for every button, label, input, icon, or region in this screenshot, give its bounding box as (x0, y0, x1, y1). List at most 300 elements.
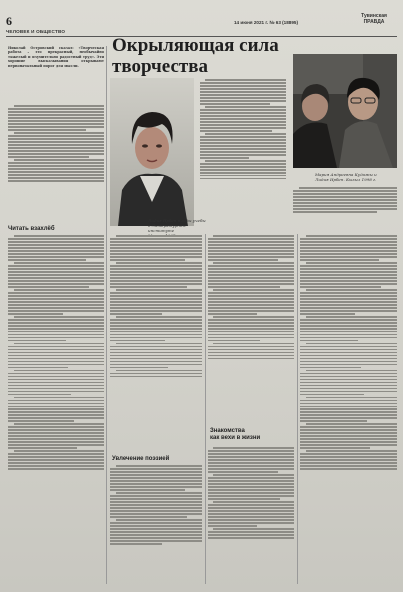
text-line-placeholder (306, 450, 397, 452)
text-line-placeholder (8, 156, 89, 158)
text-line-placeholder (208, 298, 294, 300)
text-line-placeholder (8, 444, 104, 446)
text-line-placeholder (300, 462, 397, 464)
article-title-line-1: Окрыляющая сила (112, 35, 279, 56)
text-line-placeholder (8, 358, 104, 360)
text-line-placeholder (110, 280, 202, 282)
text-line-placeholder (8, 328, 104, 330)
text-line-placeholder (300, 432, 397, 434)
text-line-placeholder (110, 295, 202, 297)
text-line-placeholder (300, 298, 397, 300)
text-line-placeholder (110, 241, 202, 243)
text-line-placeholder (213, 316, 294, 318)
text-line-placeholder (8, 135, 104, 137)
text-line-placeholder (8, 361, 104, 363)
text-line-placeholder (110, 495, 202, 497)
group-photo-caption (315, 172, 399, 182)
text-line-placeholder (300, 250, 397, 252)
text-line-placeholder (200, 172, 286, 174)
column-2-body-text (110, 234, 202, 448)
text-line-placeholder (200, 142, 286, 144)
article-title (112, 35, 292, 77)
text-line-placeholder (300, 244, 397, 246)
subheading-acquaintances-line-1: Знакомства (210, 428, 245, 434)
text-line-placeholder (110, 238, 202, 240)
text-line-placeholder (306, 289, 397, 291)
text-line-placeholder (110, 483, 202, 485)
text-line-placeholder (208, 513, 294, 515)
text-line-placeholder (208, 328, 294, 330)
text-line-placeholder (300, 358, 397, 360)
text-line-placeholder (14, 423, 104, 425)
text-line-placeholder (110, 349, 202, 351)
column-3-body-text (208, 234, 294, 422)
portrait-caption-line-2: в Литературном институте (148, 223, 186, 233)
text-line-placeholder (110, 286, 187, 288)
text-line-placeholder (208, 325, 294, 327)
text-line-placeholder (300, 310, 397, 312)
text-line-placeholder (8, 400, 104, 402)
text-line-placeholder (300, 274, 397, 276)
text-line-placeholder (110, 477, 202, 479)
text-line-placeholder (200, 97, 286, 99)
column-1-body-text (8, 234, 104, 584)
text-line-placeholder (293, 193, 397, 195)
text-line-placeholder (208, 253, 294, 255)
text-line-placeholder (205, 160, 286, 162)
text-line-placeholder (300, 268, 397, 270)
text-line-placeholder (14, 132, 104, 134)
text-line-placeholder (8, 123, 104, 125)
text-line-placeholder (8, 241, 104, 243)
text-line-placeholder (110, 355, 202, 357)
text-line-placeholder (110, 480, 202, 482)
text-line-placeholder (300, 337, 397, 339)
text-line-placeholder (8, 114, 104, 116)
text-line-placeholder (293, 205, 397, 207)
text-line-placeholder (116, 465, 202, 467)
text-line-placeholder (200, 121, 286, 123)
text-line-placeholder (300, 346, 397, 348)
text-line-placeholder (110, 498, 202, 500)
text-line-placeholder (300, 411, 397, 413)
text-line-placeholder (8, 280, 104, 282)
text-line-placeholder (208, 340, 260, 342)
text-line-placeholder (110, 367, 168, 369)
group-caption-line-2: Лидия Ирбен. Кызыл 1998 г. (315, 177, 377, 182)
text-line-placeholder (110, 525, 202, 527)
nameplate-line-2: ПРАВДА (363, 18, 385, 25)
text-line-placeholder (300, 379, 397, 381)
text-line-placeholder (110, 364, 202, 366)
text-line-placeholder (200, 148, 286, 150)
text-line-placeholder (8, 453, 104, 455)
text-line-placeholder (205, 133, 286, 135)
text-line-placeholder (8, 265, 104, 267)
text-line-placeholder (208, 489, 294, 491)
text-line-placeholder (200, 145, 286, 147)
text-line-placeholder (208, 355, 294, 357)
text-line-placeholder (208, 465, 294, 467)
text-line-placeholder (8, 138, 104, 140)
text-line-placeholder (208, 331, 294, 333)
text-line-placeholder (208, 241, 294, 243)
text-line-placeholder (110, 543, 162, 545)
column-4-top-text (293, 186, 397, 226)
text-line-placeholder (116, 370, 202, 372)
text-line-placeholder (110, 322, 202, 324)
column-divider-2 (205, 234, 206, 584)
text-line-placeholder (213, 235, 294, 237)
text-line-placeholder (300, 304, 397, 306)
text-line-placeholder (300, 295, 397, 297)
text-line-placeholder (116, 492, 202, 494)
text-line-placeholder (208, 301, 294, 303)
text-line-placeholder (208, 250, 294, 252)
text-line-placeholder (300, 388, 397, 390)
text-line-placeholder (200, 166, 286, 168)
text-line-placeholder (116, 343, 202, 345)
text-line-placeholder (200, 178, 286, 180)
text-line-placeholder (200, 94, 286, 96)
text-line-placeholder (306, 370, 397, 372)
text-line-placeholder (300, 340, 358, 342)
text-line-placeholder (300, 403, 397, 405)
text-line-placeholder (8, 459, 104, 461)
text-line-placeholder (110, 307, 202, 309)
text-line-placeholder (8, 391, 104, 393)
text-line-placeholder (300, 286, 381, 288)
text-line-placeholder (8, 420, 74, 422)
text-line-placeholder (293, 211, 377, 213)
text-line-placeholder (300, 435, 397, 437)
subheading-acquaintances-line-2: как вехи в жизни (210, 435, 261, 441)
text-line-placeholder (300, 385, 397, 387)
text-line-placeholder (300, 334, 397, 336)
text-line-placeholder (208, 352, 294, 354)
text-line-placeholder (8, 153, 104, 155)
text-line-placeholder (116, 235, 202, 237)
text-line-placeholder (208, 268, 294, 270)
text-line-placeholder (8, 379, 104, 381)
text-line-placeholder (200, 124, 286, 126)
text-line-placeholder (300, 313, 355, 315)
text-line-placeholder (8, 367, 68, 369)
group-photo (293, 54, 397, 168)
text-line-placeholder (8, 435, 104, 437)
text-line-placeholder (8, 174, 104, 176)
text-line-placeholder (293, 196, 397, 198)
text-line-placeholder (293, 190, 397, 192)
text-line-placeholder (300, 394, 364, 396)
text-line-placeholder (300, 382, 397, 384)
text-line-placeholder (116, 316, 202, 318)
text-line-placeholder (300, 256, 397, 258)
text-line-placeholder (8, 298, 104, 300)
text-line-placeholder (8, 456, 104, 458)
text-line-placeholder (300, 361, 397, 363)
text-line-placeholder (116, 262, 202, 264)
text-line-placeholder (300, 328, 397, 330)
page-header (6, 14, 397, 36)
text-line-placeholder (208, 471, 278, 473)
text-line-placeholder (14, 159, 104, 161)
text-line-placeholder (200, 163, 286, 165)
text-line-placeholder (200, 139, 286, 141)
text-line-placeholder (8, 337, 104, 339)
text-line-placeholder (208, 295, 294, 297)
text-line-placeholder (300, 271, 397, 273)
text-line-placeholder (8, 238, 104, 240)
text-line-placeholder (208, 244, 294, 246)
text-line-placeholder (14, 316, 104, 318)
portrait-photo (110, 78, 194, 226)
text-line-placeholder (300, 429, 397, 431)
text-line-placeholder (8, 301, 104, 303)
article-lead: Николай Островский сказал: «Творческая работа – это прекрасный, необычайно тяжелый и изумительно радостный труд». Эти хорошие высказывания открывают первоначальный порог для мысли. (8, 46, 104, 68)
text-line-placeholder (110, 540, 202, 542)
text-line-placeholder (8, 411, 104, 413)
text-line-placeholder (300, 283, 397, 285)
text-line-placeholder (8, 271, 104, 273)
text-line-placeholder (208, 537, 294, 539)
text-line-placeholder (8, 468, 104, 470)
text-line-placeholder (8, 108, 104, 110)
text-line-placeholder (208, 480, 294, 482)
text-line-placeholder (110, 292, 202, 294)
group-caption-line-1: Мария Андреевна Кудажы и (315, 172, 377, 177)
text-line-placeholder (110, 334, 202, 336)
text-line-placeholder (14, 370, 104, 372)
text-line-placeholder (306, 262, 397, 264)
text-line-placeholder (110, 283, 202, 285)
text-line-placeholder (208, 456, 294, 458)
text-line-placeholder (300, 364, 397, 366)
text-line-placeholder (110, 331, 202, 333)
text-line-placeholder (306, 343, 397, 345)
text-line-placeholder (110, 274, 202, 276)
text-line-placeholder (213, 501, 294, 503)
text-line-placeholder (208, 322, 294, 324)
text-line-placeholder (110, 313, 162, 315)
text-line-placeholder (8, 322, 104, 324)
text-line-placeholder (110, 319, 202, 321)
text-line-placeholder (300, 456, 397, 458)
text-line-placeholder (205, 79, 286, 81)
text-line-placeholder (8, 147, 104, 149)
text-line-placeholder (8, 319, 104, 321)
text-line-placeholder (8, 256, 104, 258)
text-line-placeholder (8, 250, 104, 252)
text-line-placeholder (200, 118, 286, 120)
text-line-placeholder (300, 319, 397, 321)
text-line-placeholder (110, 531, 202, 533)
text-line-placeholder (8, 447, 77, 449)
text-line-placeholder (208, 310, 294, 312)
text-line-placeholder (200, 100, 286, 102)
text-line-placeholder (110, 358, 202, 360)
text-line-placeholder (208, 358, 294, 360)
column-3-lower-text (208, 446, 294, 584)
text-line-placeholder (306, 397, 397, 399)
text-line-placeholder (8, 277, 104, 279)
text-line-placeholder (200, 115, 286, 117)
text-line-placeholder (14, 397, 104, 399)
text-line-placeholder (14, 289, 104, 291)
text-line-placeholder (8, 247, 104, 249)
text-line-placeholder (8, 432, 104, 434)
text-line-placeholder (208, 271, 294, 273)
text-line-placeholder (116, 289, 202, 291)
text-line-placeholder (110, 346, 202, 348)
text-line-placeholder (208, 486, 294, 488)
text-line-placeholder (8, 292, 104, 294)
text-line-placeholder (8, 253, 104, 255)
text-line-placeholder (306, 316, 397, 318)
text-line-placeholder (8, 283, 104, 285)
text-line-placeholder (8, 364, 104, 366)
text-line-placeholder (8, 259, 86, 261)
subheading-poetry: Увлечение поэзией (112, 456, 170, 462)
column-3-top-text (200, 78, 286, 228)
text-line-placeholder (110, 468, 202, 470)
text-line-placeholder (8, 268, 104, 270)
text-line-placeholder (8, 325, 104, 327)
text-line-placeholder (8, 168, 104, 170)
text-line-placeholder (208, 498, 280, 500)
text-line-placeholder (8, 304, 104, 306)
text-line-placeholder (200, 88, 286, 90)
text-line-placeholder (300, 292, 397, 294)
text-line-placeholder (110, 268, 202, 270)
text-line-placeholder (8, 426, 104, 428)
text-line-placeholder (8, 373, 104, 375)
text-line-placeholder (208, 519, 294, 521)
text-line-placeholder (208, 238, 294, 240)
text-line-placeholder (110, 244, 202, 246)
text-line-placeholder (8, 307, 104, 309)
text-line-placeholder (8, 165, 104, 167)
text-line-placeholder (306, 235, 397, 237)
text-line-placeholder (110, 277, 202, 279)
text-line-placeholder (110, 328, 202, 330)
text-line-placeholder (8, 117, 104, 119)
text-line-placeholder (110, 507, 202, 509)
text-line-placeholder (200, 154, 286, 156)
text-line-placeholder (110, 259, 185, 261)
text-line-placeholder (208, 495, 294, 497)
text-line-placeholder (300, 247, 397, 249)
text-line-placeholder (208, 304, 294, 306)
text-line-placeholder (208, 483, 294, 485)
subheading-read-eagerly: Читать взахлёб (8, 226, 55, 232)
text-line-placeholder (8, 313, 63, 315)
portrait-caption-line-1: Лидия Ирбен в годы учебы (148, 218, 206, 223)
text-line-placeholder (200, 85, 286, 87)
text-line-placeholder (208, 349, 294, 351)
text-line-placeholder (8, 388, 104, 390)
text-line-placeholder (300, 417, 397, 419)
text-line-placeholder (300, 426, 397, 428)
text-line-placeholder (300, 355, 397, 357)
text-line-placeholder (300, 414, 397, 416)
text-line-placeholder (8, 403, 104, 405)
text-line-placeholder (300, 367, 361, 369)
text-line-placeholder (300, 444, 397, 446)
text-line-placeholder (300, 325, 397, 327)
text-line-placeholder (8, 382, 104, 384)
lead-body-text (8, 104, 104, 222)
text-line-placeholder (110, 352, 202, 354)
text-line-placeholder (208, 459, 294, 461)
text-line-placeholder (300, 406, 397, 408)
text-line-placeholder (213, 474, 294, 476)
text-line-placeholder (14, 262, 104, 264)
text-line-placeholder (208, 492, 294, 494)
text-line-placeholder (8, 150, 104, 152)
text-line-placeholder (300, 468, 397, 470)
text-line-placeholder (205, 106, 286, 108)
text-line-placeholder (208, 534, 294, 536)
text-line-placeholder (213, 262, 294, 264)
text-line-placeholder (300, 238, 397, 240)
text-line-placeholder (200, 127, 286, 129)
text-line-placeholder (110, 247, 202, 249)
column-divider-1 (106, 46, 107, 584)
section-rubric: ЧЕЛОВЕК И ОБЩЕСТВО (6, 29, 66, 34)
text-line-placeholder (8, 355, 104, 357)
text-line-placeholder (8, 340, 66, 342)
article-title-line-2: творчества (112, 56, 208, 77)
text-line-placeholder (8, 346, 104, 348)
text-line-placeholder (8, 162, 104, 164)
text-line-placeholder (8, 141, 104, 143)
text-line-placeholder (110, 528, 202, 530)
text-line-placeholder (300, 277, 397, 279)
text-line-placeholder (110, 504, 202, 506)
text-line-placeholder (8, 111, 104, 113)
text-line-placeholder (208, 274, 294, 276)
text-line-placeholder (300, 376, 397, 378)
text-line-placeholder (300, 465, 397, 467)
text-line-placeholder (200, 157, 249, 159)
column-divider-3 (297, 234, 298, 584)
text-line-placeholder (208, 292, 294, 294)
text-line-placeholder (8, 286, 89, 288)
text-line-placeholder (300, 259, 379, 261)
text-line-placeholder (8, 274, 104, 276)
text-line-placeholder (208, 247, 294, 249)
text-line-placeholder (8, 144, 104, 146)
text-line-placeholder (208, 453, 294, 455)
text-line-placeholder (110, 265, 202, 267)
text-line-placeholder (208, 531, 294, 533)
text-line-placeholder (300, 420, 367, 422)
text-line-placeholder (300, 373, 397, 375)
text-line-placeholder (208, 265, 294, 267)
page-number: 6 (6, 14, 12, 28)
text-line-placeholder (293, 208, 397, 210)
text-line-placeholder (14, 105, 104, 107)
text-line-placeholder (110, 256, 202, 258)
text-line-placeholder (110, 304, 202, 306)
text-line-placeholder (208, 256, 294, 258)
text-line-placeholder (8, 334, 104, 336)
text-line-placeholder (8, 310, 104, 312)
text-line-placeholder (110, 325, 202, 327)
text-line-placeholder (110, 471, 202, 473)
text-line-placeholder (200, 91, 286, 93)
